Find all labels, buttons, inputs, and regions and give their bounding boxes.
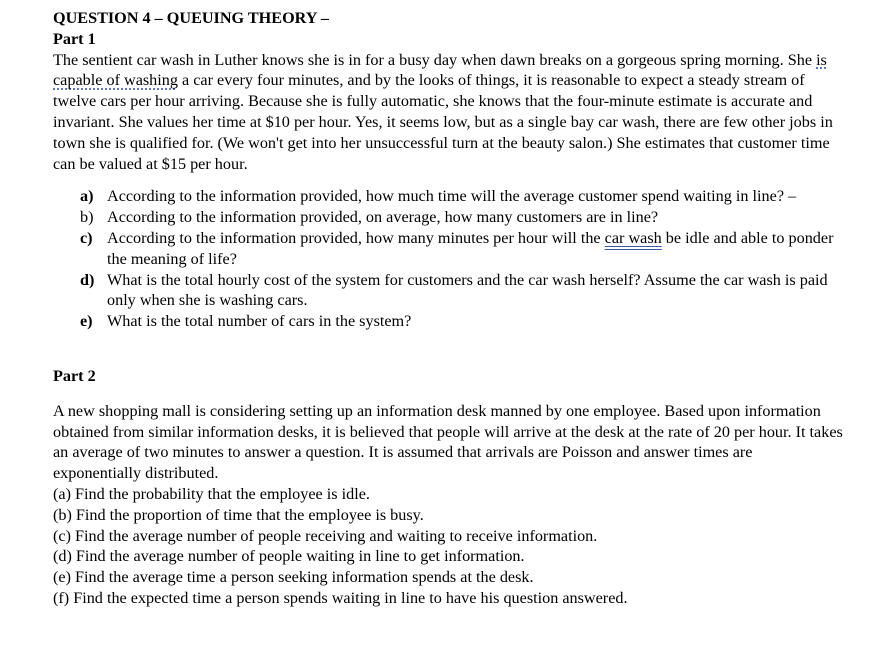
question-text: According to the information provided, how much time will the average customer spend waiting in line? – xyxy=(107,187,797,206)
question-text-end: be idle and able to ponder the meaning of life? xyxy=(107,228,834,268)
spell-flagged-phrase: car wash xyxy=(604,228,662,247)
part1-intro xyxy=(53,50,843,175)
part2-heading: Part 2 xyxy=(53,366,96,385)
question-d xyxy=(80,270,843,312)
part1-intro-start: The sentient car wash in Luther knows she is in for a busy day when dawn breaks on a gorgeous spring morning. She xyxy=(53,50,817,69)
question-text-start: According to the information provided, how many minutes per hour will the xyxy=(107,228,605,247)
part2-item: (a) Find the probability that the employee is idle. xyxy=(53,484,370,503)
part1-intro-rest: a car every four minutes, and by the looks of things, it is reasonable to expect a steady stream of twelve cars per hour arriving. Because she is fully automatic, she knows that the four-minute estimate is accurate and invariant. She values her time at $10 per hour. Yes, it seems low, but as a single bay car wash, there are few other jobs in town she is qualified for. (We won't get into her unsuccessful turn at the beauty salon.) She estimates that customer time can be valued at $15 per hour. xyxy=(53,71,833,173)
question-text: According to the information provided, on average, how many customers are in line? xyxy=(107,208,659,227)
part2-intro: A new shopping mall is considering setting up an information desk manned by one employee. Based upon information obtained from similar information desks, it is believed that people will arrive at the desk at the rate of 20 per hour. It takes an average of two minutes to answer a question. It is assumed that arrivals are Poisson and answer times are exponentially distributed. xyxy=(53,401,843,483)
question-marker: c) xyxy=(80,228,93,247)
part2-item: (d) Find the average number of people waiting in line to get information. xyxy=(53,547,525,566)
question-e xyxy=(80,311,843,332)
question-title: QUESTION 4 – QUEUING THEORY – xyxy=(53,9,330,27)
part2-item: (f) Find the expected time a person spends waiting in line to have his question answered. xyxy=(53,588,628,607)
question-marker: b) xyxy=(80,208,94,227)
question-c xyxy=(80,228,843,270)
document xyxy=(53,8,843,609)
part2-item: (b) Find the proportion of time that the employee is busy. xyxy=(53,505,424,524)
question-b xyxy=(80,207,843,228)
part1-heading: Part 1 xyxy=(53,29,96,48)
part1-question-list xyxy=(53,186,843,332)
part2-item: (c) Find the average number of people receiving and waiting to receive information. xyxy=(53,526,598,545)
question-a xyxy=(80,186,843,207)
question-marker: a) xyxy=(80,187,94,206)
question-text: What is the total hourly cost of the system for customers and the car wash herself? Assume the car wash is paid only when she is washing cars. xyxy=(107,270,828,310)
question-marker: d) xyxy=(80,270,95,289)
question-marker: e) xyxy=(80,312,93,331)
part2-item: (e) Find the average time a person seeking information spends at the desk. xyxy=(53,568,534,587)
question-text: What is the total number of cars in the system? xyxy=(107,312,412,331)
grammar-flagged-phrase: is capable of washing xyxy=(53,50,827,90)
